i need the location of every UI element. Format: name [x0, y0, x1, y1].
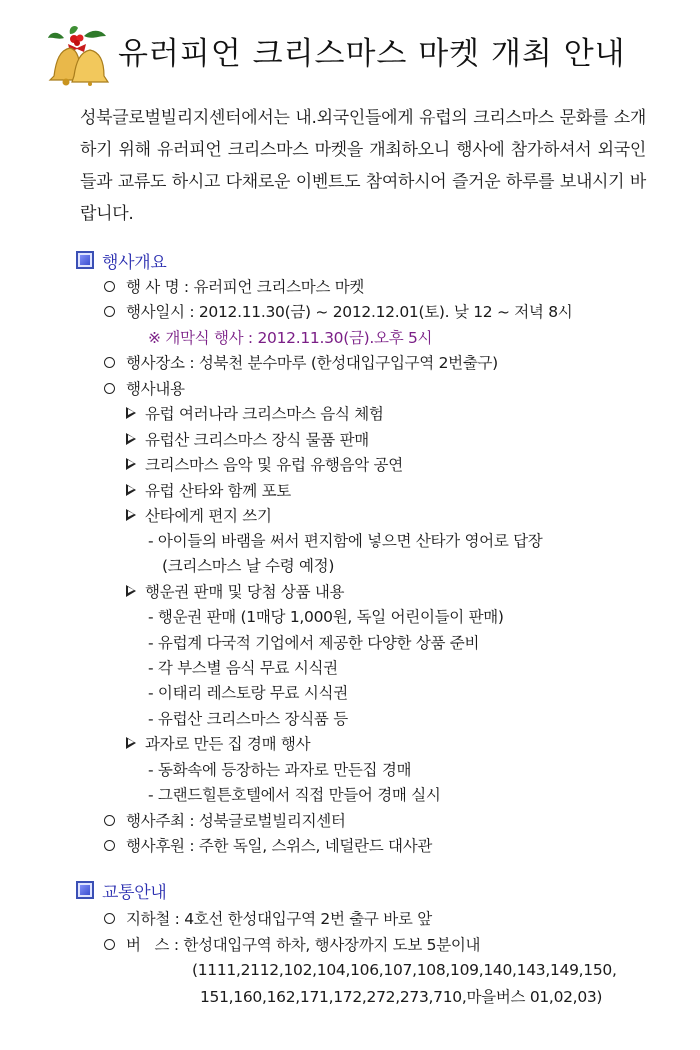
- lottery-detail: - 유럽산 크리스마스 장식품 등: [148, 710, 348, 728]
- content-item-text: 유럽 산타와 함께 포토: [145, 482, 291, 500]
- section-overview-heading: [76, 248, 167, 272]
- header: [44, 22, 664, 86]
- christmas-bells-icon: [44, 24, 110, 86]
- event-host-text: 행사주최 : 성북글로벌빌리지센터: [126, 812, 346, 830]
- bus-text: 버 스 : 한성대입구역 하차, 행사장까지 도보 5분이내: [126, 936, 481, 954]
- content-item: [126, 401, 384, 425]
- section-transport-heading: [76, 878, 167, 902]
- circle-bullet-icon: [104, 939, 115, 950]
- content-item-text: 크리스마스 음악 및 유럽 유행음악 공연: [145, 456, 403, 474]
- subway-text: 지하철 : 4호선 한성대입구역 2번 출구 바로 앞: [126, 910, 432, 928]
- auction-detail: - 동화속에 등장하는 과자로 만든집 경매: [148, 761, 412, 779]
- intro-paragraph: 성북글로벌빌리지센터에서는 내.외국인들에게 유럽의 크리스마스 문화를 소개하기 위해 유러피언 크리스마스 마켓을 개최하오니 행사에 참가하셔서 외국인들과 교류도 하시고 다채로운 이벤트도 참여하시어 즐거운 하루를 보내시기 바랍니다.: [80, 108, 646, 224]
- content-item: [126, 478, 291, 502]
- opening-note: ※ 개막식 행사 : 2012.11.30(금).오후 5시: [148, 329, 433, 347]
- triangle-bullet-icon: [126, 433, 136, 445]
- event-name-text: 행 사 명 : 유러피언 크리스마스 마켓: [126, 278, 365, 296]
- circle-bullet-icon: [104, 357, 115, 368]
- content-item: [126, 503, 272, 527]
- lottery-label: 행운권 판매 및 당첨 상품 내용: [145, 583, 345, 601]
- blue-square-icon: [76, 251, 94, 269]
- event-content-label: 행사내용: [126, 380, 185, 398]
- triangle-bullet-icon: [126, 484, 136, 496]
- subway-line: [104, 906, 432, 930]
- circle-bullet-icon: [104, 306, 115, 317]
- blue-square-icon: [76, 881, 94, 899]
- auction-detail: - 그랜드힐튼호텔에서 직접 만들어 경매 실시: [148, 786, 441, 804]
- content-item-text: 유럽 여러나라 크리스마스 음식 체험: [145, 405, 384, 423]
- event-name-line: [104, 274, 364, 298]
- lottery-detail: - 이태리 레스토랑 무료 시식권: [148, 684, 348, 702]
- content-item: [126, 452, 403, 476]
- circle-bullet-icon: [104, 281, 115, 292]
- circle-bullet-icon: [104, 913, 115, 924]
- event-host-line: [104, 808, 346, 832]
- lottery-detail: - 행운권 판매 (1매당 1,000원, 독일 어린이들이 판매): [148, 608, 504, 626]
- event-sponsor-text: 행사후원 : 주한 독일, 스위스, 네덜란드 대사관: [126, 837, 433, 855]
- letter-detail-2: (크리스마스 날 수령 예정): [162, 557, 335, 575]
- content-item: [126, 427, 369, 451]
- bus-line: [104, 932, 480, 956]
- circle-bullet-icon: [104, 840, 115, 851]
- triangle-bullet-icon: [126, 585, 136, 597]
- circle-bullet-icon: [104, 383, 115, 394]
- auction-label: 과자로 만든 집 경매 행사: [145, 735, 311, 753]
- triangle-bullet-icon: [126, 458, 136, 470]
- content-item-text: 산타에게 편지 쓰기: [145, 507, 272, 525]
- event-venue-line: [104, 350, 498, 374]
- triangle-bullet-icon: [126, 509, 136, 521]
- lottery-detail: - 유럽계 다국적 기업에서 제공한 다양한 상품 준비: [148, 634, 480, 652]
- section-label: 교통안내: [102, 882, 167, 903]
- bus-numbers-1: (1111,2112,102,104,106,107,108,109,140,143,149,150,: [192, 961, 617, 979]
- bus-numbers-2: 151,160,162,171,172,272,273,710,마을버스 01,02,03): [200, 988, 603, 1006]
- event-content-line: [104, 376, 185, 400]
- section-label: 행사개요: [102, 252, 167, 273]
- page-title: 유러피언 크리스마스 마켓 개최 안내: [118, 36, 626, 72]
- letter-detail-1: - 아이들의 바램을 써서 편지함에 넣으면 산타가 영어로 답장: [148, 532, 543, 550]
- event-date-text: 행사일시 : 2012.11.30(금) ~ 2012.12.01(토). 낮 12 ~ 저녁 8시: [126, 303, 573, 321]
- circle-bullet-icon: [104, 815, 115, 826]
- triangle-bullet-icon: [126, 737, 136, 749]
- event-venue-text: 행사장소 : 성북천 분수마루 (한성대입구입구역 2번출구): [126, 354, 498, 372]
- lottery-item: [126, 579, 344, 603]
- content-item-text: 유럽산 크리스마스 장식 물품 판매: [145, 431, 369, 449]
- event-date-line: [104, 299, 572, 323]
- lottery-detail: - 각 부스별 음식 무료 시식권: [148, 659, 338, 677]
- auction-item: [126, 731, 310, 755]
- triangle-bullet-icon: [126, 407, 136, 419]
- event-sponsor-line: [104, 833, 432, 857]
